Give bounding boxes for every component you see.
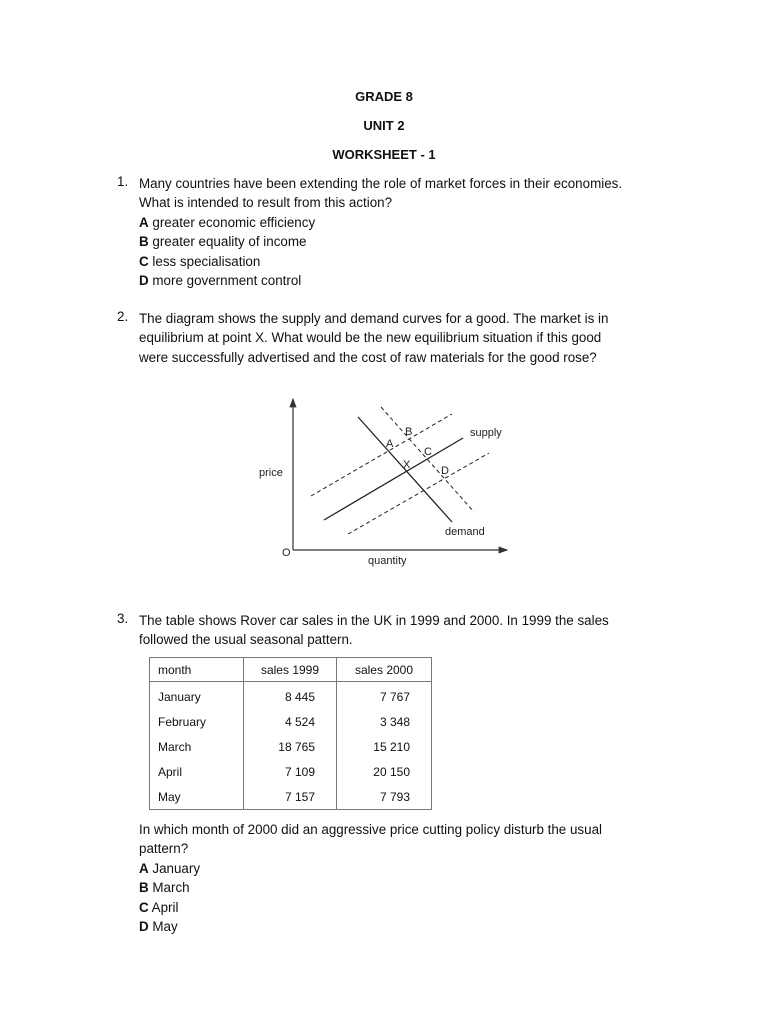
- question-text: What is intended to result from this action?: [139, 195, 393, 211]
- sales-cell: 8 445: [244, 682, 337, 710]
- question-text: The table shows Rover car sales in the UK in 1999 and 2000. In 1999 the sales: [139, 613, 609, 628]
- question-3-followup: [117, 820, 677, 936]
- sales-cell: 7 793: [337, 784, 432, 810]
- point-d: D: [441, 465, 449, 477]
- question-text: pattern?: [139, 841, 189, 857]
- sales-cell: 4 524: [244, 709, 337, 734]
- column-header: month: [150, 658, 244, 682]
- demand-label: demand: [445, 526, 485, 538]
- sales-cell: 7 109: [244, 759, 337, 784]
- unit-heading: UNIT 2: [363, 118, 405, 133]
- question-text: The diagram shows the supply and demand curves for a good. The market is in: [139, 311, 609, 326]
- option-a: A greater economic efficiency: [139, 214, 316, 230]
- table-row: [150, 709, 432, 734]
- table-row: [150, 682, 432, 710]
- sales-cell: 3 348: [337, 709, 432, 734]
- question-text: followed the usual seasonal pattern.: [139, 632, 353, 648]
- question-number: 2.: [117, 309, 129, 324]
- sales-table: [149, 657, 432, 810]
- sales-cell: 18 765: [244, 734, 337, 759]
- month-cell: March: [150, 734, 244, 759]
- table-row: [150, 784, 432, 810]
- table-header-row: [150, 658, 432, 682]
- sales-cell: 7 157: [244, 784, 337, 810]
- option-c: C less specialisation: [139, 253, 261, 269]
- option-b: B March: [139, 880, 190, 896]
- option-c: C April: [139, 899, 179, 915]
- month-cell: May: [150, 784, 244, 810]
- question-number: 1.: [117, 174, 129, 189]
- question-text: equilibrium at point X. What would be the new equilibrium situation if this good: [139, 330, 602, 346]
- column-header: sales 1999: [244, 658, 337, 682]
- point-a: A: [386, 438, 394, 450]
- supply-label: supply: [470, 427, 502, 439]
- point-x: X: [403, 459, 411, 471]
- sales-cell: 7 767: [337, 682, 432, 710]
- question-text: Many countries have been extending the role of market forces in their economies.: [139, 176, 623, 191]
- option-d: D more government control: [139, 273, 302, 289]
- question-3: [117, 611, 677, 650]
- price-label: price: [259, 467, 283, 479]
- month-cell: April: [150, 759, 244, 784]
- table-row: [150, 734, 432, 759]
- quantity-label: quantity: [368, 555, 407, 567]
- grade-heading: GRADE 8: [355, 89, 413, 104]
- point-b: B: [405, 426, 413, 438]
- point-c: C: [424, 446, 432, 458]
- option-d: D May: [139, 919, 178, 935]
- sales-cell: 20 150: [337, 759, 432, 784]
- question-text: were successfully advertised and the cost of raw materials for the good rose?: [139, 349, 597, 365]
- month-cell: February: [150, 709, 244, 734]
- origin-label: O: [282, 547, 291, 559]
- sales-cell: 15 210: [337, 734, 432, 759]
- option-a: A January: [139, 860, 201, 876]
- worksheet-heading: WORKSHEET - 1: [332, 147, 436, 162]
- table-row: [150, 759, 432, 784]
- month-cell: January: [150, 682, 244, 710]
- question-text: In which month of 2000 did an aggressive price cutting policy disturb the usual: [139, 822, 602, 837]
- column-header: sales 2000: [337, 658, 432, 682]
- option-b: B greater equality of income: [139, 234, 307, 250]
- question-number: 3.: [117, 611, 129, 626]
